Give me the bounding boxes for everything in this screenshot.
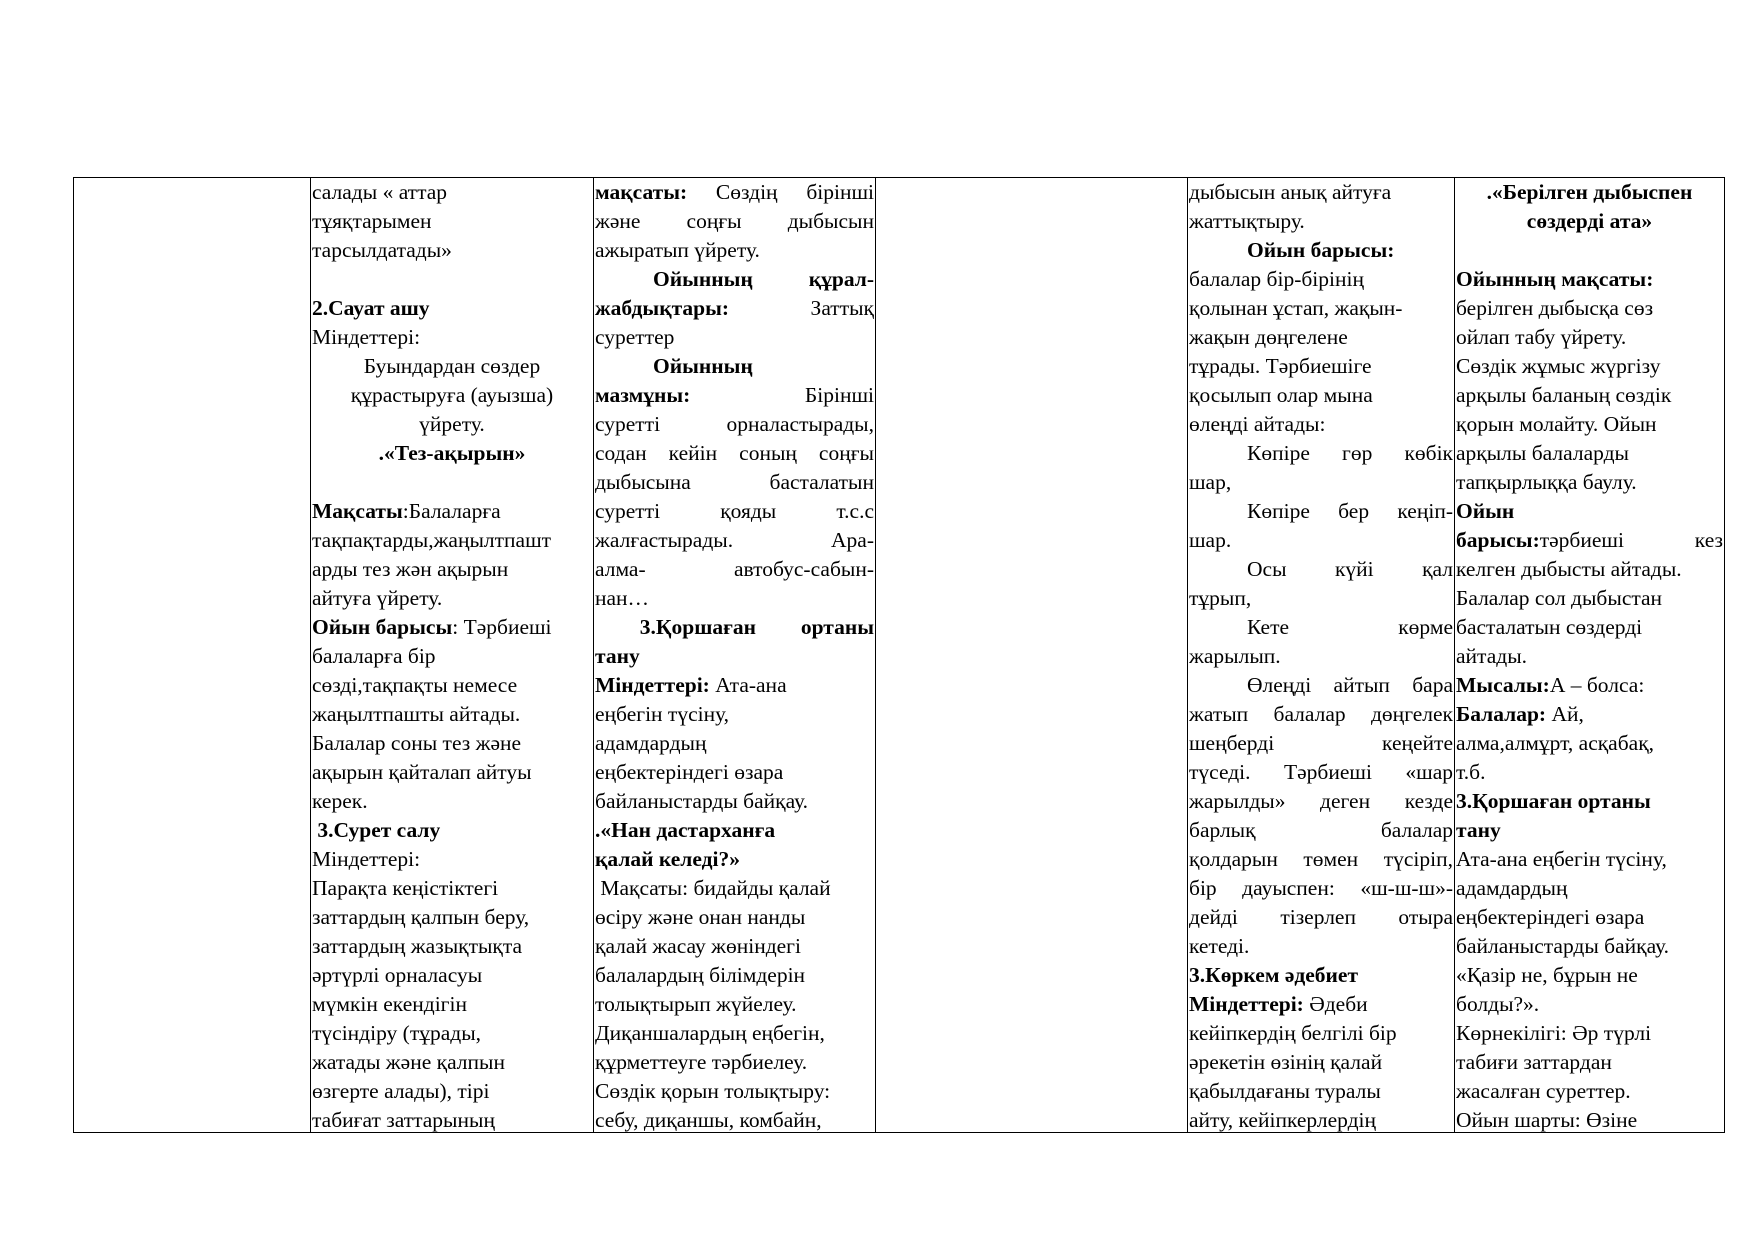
text-line: үйрету.: [419, 412, 485, 436]
text-line: себу, диқаншы, комбайн,: [595, 1108, 822, 1132]
label: жабдықтары:: [595, 296, 730, 320]
text-line: т.б.: [1456, 760, 1486, 784]
label: Міндеттері:: [595, 673, 710, 697]
label: Мысалы:: [1456, 673, 1550, 697]
text: Заттық: [729, 296, 874, 320]
text-line: сөзді,тақпақты немесе: [312, 673, 518, 697]
text-line: Міндеттері:: [312, 847, 421, 871]
text: :Балаларға: [402, 499, 501, 523]
text-line: адамдардың: [1456, 876, 1568, 900]
text-line: суретті қояды т.с.с: [595, 499, 874, 523]
text-line: өзгерте алады), тірі: [312, 1079, 490, 1103]
label: Ойын барысы: [312, 615, 453, 639]
section-heading: Ойынның мақсаты:: [1456, 267, 1654, 291]
text-line: [1456, 526, 1723, 555]
text: А – болса:: [1549, 673, 1645, 697]
lesson-plan-table: [73, 177, 1725, 1133]
text-line: салады « аттар: [312, 180, 448, 204]
label: Балалар:: [1456, 702, 1547, 726]
text-line: Көпіре гөр көбік: [1247, 441, 1453, 465]
text-line: балалардың білімдерін: [595, 963, 806, 987]
text-line: Ата-ана еңбегін түсіну,: [1456, 847, 1667, 871]
text-line: [312, 613, 592, 642]
text-line: Балалар соны тез және: [312, 731, 522, 755]
column-3-cell: [594, 178, 876, 1133]
text: Бірінші: [690, 383, 874, 407]
text-line: заттардың қалпын беру,: [312, 905, 530, 929]
text-line: жаңылтпашты айтады.: [312, 702, 521, 726]
text-line: кетеді.: [1189, 934, 1250, 958]
text-line: түседі. Тәрбиеші «шар: [1189, 760, 1453, 784]
text-line: табиғи заттардан: [1456, 1050, 1612, 1074]
text-line: Сөздік қорын толықтыру:: [595, 1079, 831, 1103]
section-heading: тану: [595, 644, 640, 668]
text-line: қабылдағаны туралы: [1189, 1079, 1381, 1103]
text-line: тұрады. Тәрбиешіге: [1189, 354, 1372, 378]
text-line: алма,алмұрт, асқабақ,: [1456, 731, 1655, 755]
text-line: [1456, 700, 1723, 729]
text-line: керек.: [312, 789, 368, 813]
text-line: [1456, 671, 1723, 700]
text-line: «Қазір не, бұрын не: [1456, 963, 1638, 987]
label: Мақсаты: [312, 499, 403, 523]
label: барысы:: [1456, 528, 1540, 552]
text-line: келген дыбысты айтады.: [1456, 557, 1682, 581]
text-line: шеңберді кеңейте: [1189, 731, 1453, 755]
text-line: заттардың жазықтықта: [312, 934, 523, 958]
text-line: жарылып.: [1189, 644, 1281, 668]
text-line: айту, кейіпкерлердің: [1189, 1108, 1377, 1132]
text-line: жарылды» деген кезде: [1189, 789, 1453, 813]
text-line: өсіру және онан нанды: [595, 905, 806, 929]
text-line: байланыстарды байқау.: [595, 789, 809, 813]
text-line: Осы күйі қал: [1247, 557, 1453, 581]
text-line: Мақсаты: бидайды қалай: [595, 876, 831, 900]
text-line: өлеңді айтады:: [1189, 412, 1326, 436]
section-heading: 3.Сурет салу: [312, 818, 441, 842]
text: Ай,: [1546, 702, 1584, 726]
text-line: бір дауыспен: «ш-ш-ш»-: [1189, 876, 1453, 900]
text-line: [312, 497, 592, 526]
text-line: қолынан ұстап, жақын-: [1189, 296, 1403, 320]
text-line: барлық балалар: [1189, 818, 1453, 842]
text-line: Ойынның: [653, 354, 753, 378]
text-line: берілген дыбысқа сөз: [1456, 296, 1654, 320]
text: Әдеби: [1303, 992, 1368, 1016]
text-line: айтуға үйрету.: [312, 586, 443, 610]
text-line: тұяқтарымен: [312, 209, 432, 233]
text-line: Өлеңді айтып бара: [1247, 673, 1453, 697]
text-line: [595, 671, 874, 700]
text-line: Көпіре бер кеңіп-: [1247, 499, 1453, 523]
text-line: әрекетін өзінің қалай: [1189, 1050, 1383, 1074]
text-line: құрастыруға (ауызша): [350, 383, 554, 407]
text-line: ажыратып үйрету.: [595, 238, 760, 262]
game-title: .«Нан дастарханға: [595, 818, 776, 842]
blank-line: [312, 468, 592, 497]
text-line: содан кейін соның соңғы: [595, 441, 874, 465]
text-line: әртүрлі орналасуы: [312, 963, 483, 987]
text-line: ақырын қайталап айтуы: [312, 760, 532, 784]
text-line: тақпақтарды,жаңылтпашт: [312, 528, 552, 552]
text-line: нан…: [595, 586, 650, 610]
text-line: кейіпкердің белгілі бір: [1189, 1021, 1397, 1045]
game-title: .«Тез-ақырын»: [378, 441, 526, 465]
section-heading: 3.Көркем әдебиет: [1189, 963, 1359, 987]
text-line: байланыстарды байқау.: [1456, 934, 1670, 958]
text-line: қосылып олар мына: [1189, 383, 1373, 407]
game-title: .«Берілген дыбыспен: [1486, 180, 1693, 204]
text-line: шар.: [1189, 528, 1232, 552]
text-line: түсіндіру (тұрады,: [312, 1021, 482, 1045]
text-line: табиғат заттарының: [312, 1108, 495, 1132]
label: мазмұны:: [595, 383, 691, 407]
text-line: Көрнекілігі: Әр түрлі: [1456, 1021, 1652, 1045]
text-line: суретті орналастырады,: [595, 412, 874, 436]
text-line: суреттер: [595, 325, 675, 349]
section-heading: тану: [1456, 818, 1501, 842]
text: Сөздің бірінші: [687, 180, 874, 204]
text-line: арды тез жән ақырын: [312, 557, 509, 581]
text-line: балалар бір-бірінің: [1189, 267, 1364, 291]
section-heading: 3.Қоршаған ортаны: [1456, 789, 1651, 813]
game-title: сөздерді ата»: [1526, 209, 1653, 233]
blank-line: [1456, 236, 1723, 265]
text-line: Кете көрме: [1247, 615, 1453, 639]
text-line: Балалар сол дыбыстан: [1456, 586, 1663, 610]
text-line: тапқырлыққа баулу.: [1456, 470, 1637, 494]
section-heading: 2.Сауат ашу: [312, 296, 430, 320]
game-title: қалай келеді?»: [595, 847, 740, 871]
text-line: құрметтеуге тәрбиелеу.: [595, 1050, 808, 1074]
text-line: тұрып,: [1189, 586, 1252, 610]
text-line: Ойын шарты: Өзіне: [1456, 1108, 1638, 1132]
text-line: жаттықтыру.: [1189, 209, 1305, 233]
text-line: алма- автобус-сабын-: [595, 557, 874, 581]
column-6-cell: [1455, 178, 1725, 1133]
text-line: толықтырып жүйелеу.: [595, 992, 797, 1016]
text-line: Парақта кеңістіктегі: [312, 876, 499, 900]
text-line: арқылы балаларды: [1456, 441, 1629, 465]
column-1-cell: [74, 178, 311, 1133]
text: : Тәрбиеші: [452, 615, 552, 639]
text-line: [595, 178, 874, 207]
text: Ата-ана: [709, 673, 787, 697]
table-row: [74, 178, 1725, 1133]
text-line: [595, 294, 874, 323]
text-line: мүмкін екендігін: [312, 992, 467, 1016]
text-line: жатып балалар дөңгелек: [1189, 702, 1453, 726]
text-line: адамдардың: [595, 731, 707, 755]
column-4-cell: [876, 178, 1188, 1133]
text-line: Буындардан сөздер: [363, 354, 541, 378]
text-line: дыбысын анық айтуға: [1189, 180, 1392, 204]
text-line: жатады және қалпын: [312, 1050, 505, 1074]
text-line: Диқаншалардың еңбегін,: [595, 1021, 825, 1045]
text-line: және соңғы дыбысын: [595, 209, 874, 233]
text-line: басталатын сөздерді: [1456, 615, 1643, 639]
label: Ойын: [1456, 499, 1515, 523]
text-line: дейді тізерлеп отыра: [1189, 905, 1453, 929]
column-5-cell: [1188, 178, 1455, 1133]
text-line: дыбысына басталатын: [595, 470, 874, 494]
text-line: Ойын барысы:: [1247, 238, 1395, 262]
text-line: жалғастырады. Ара-: [595, 528, 874, 552]
text-line: еңбектеріндегі өзара: [1456, 905, 1645, 929]
text-line: Ойынның құрал-: [653, 267, 874, 291]
text-line: тарсылдатады»: [312, 238, 452, 262]
text-line: еңбегін түсіну,: [595, 702, 730, 726]
text-line: [1189, 990, 1453, 1019]
text-line: жақын дөңгелене: [1189, 325, 1348, 349]
text-line: айтады.: [1456, 644, 1528, 668]
text-line: арқылы баланың сөздік: [1456, 383, 1672, 407]
text-line: ойлап табу үйрету.: [1456, 325, 1627, 349]
text-line: қорын молайту. Ойын: [1456, 412, 1657, 436]
column-2-cell: [311, 178, 594, 1133]
label: мақсаты:: [595, 180, 688, 204]
text-line: балаларға бір: [312, 644, 436, 668]
text-line: Міндеттері:: [312, 325, 421, 349]
text-line: [595, 381, 874, 410]
text-line: қалай жасау жөніндегі: [595, 934, 801, 958]
text-line: болды?».: [1456, 992, 1540, 1016]
text-line: жасалған суреттер.: [1456, 1079, 1631, 1103]
section-heading: 3.Қоршаған ортаны: [595, 615, 874, 639]
label: Міндеттері:: [1189, 992, 1304, 1016]
text-line: шар,: [1189, 470, 1232, 494]
text-line: еңбектеріндегі өзара: [595, 760, 784, 784]
text-line: қолдарын төмен түсіріп,: [1189, 847, 1453, 871]
text: тәрбиеші кез: [1539, 528, 1723, 552]
text-line: Сөздік жұмыс жүргізу: [1456, 354, 1661, 378]
blank-line: [312, 265, 592, 294]
